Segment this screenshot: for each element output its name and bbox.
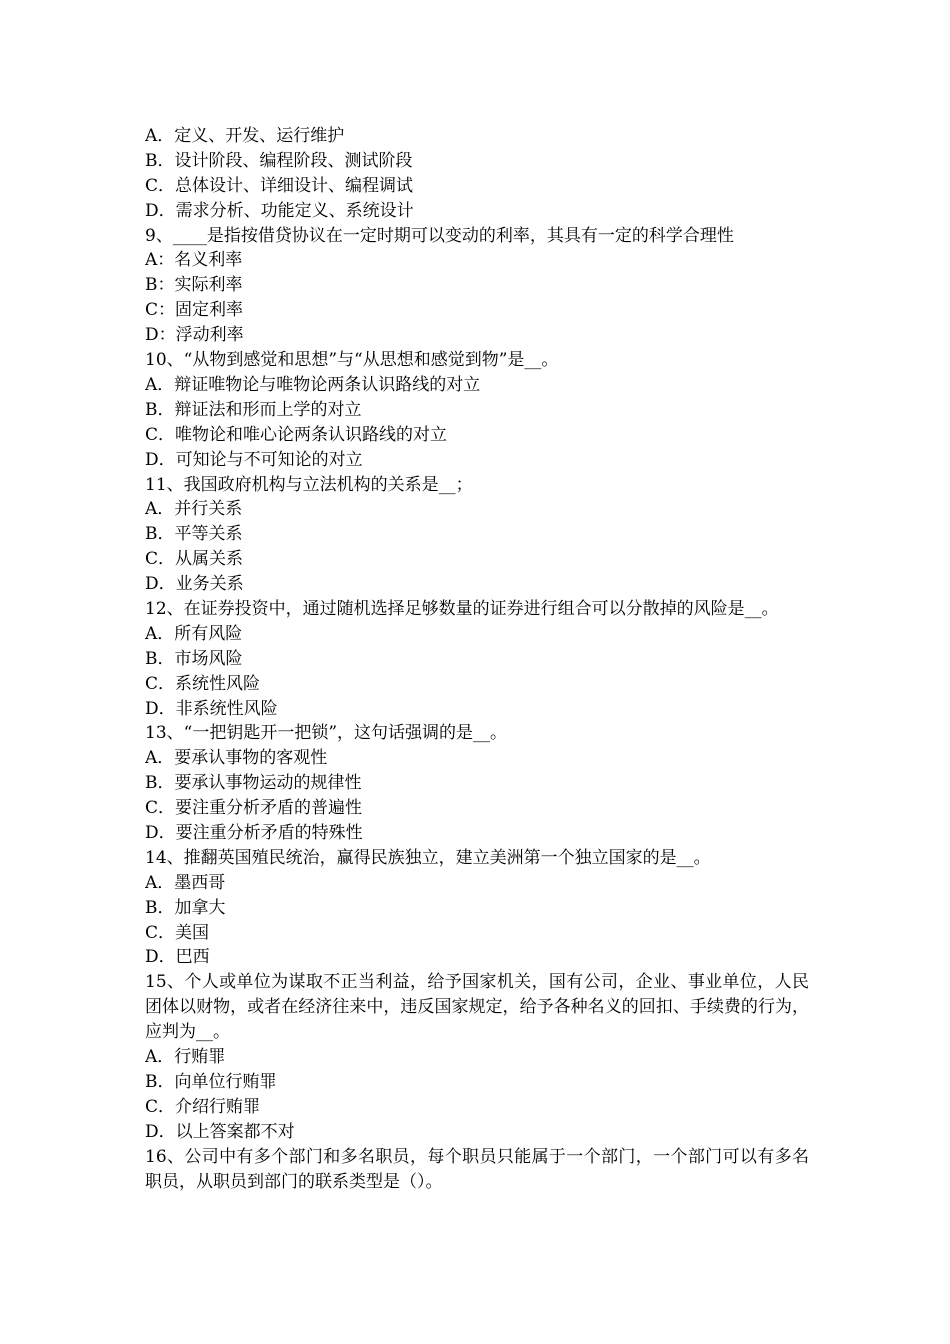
option-text: A．定义、开发、运行维护: [145, 126, 345, 146]
question-9: 9、____是指按借贷协议在一定时期可以变动的利率，其具有一定的科学合理性: [145, 225, 734, 246]
question-16: 16、公司中有多个部门和多名职员，每个职员只能属于一个部门，一个部门可以有多名职员，从职员到部门的联系类型是（）。: [145, 1146, 809, 1192]
option-text: A．行贿罪: [145, 1047, 226, 1068]
option-text: D．巴西: [145, 947, 210, 968]
option-text: C．唯物论和唯心论两条认识路线的对立: [145, 424, 448, 445]
option-text: B．辩证法和形而上学的对立: [145, 399, 362, 420]
option-text: C．美国: [145, 922, 210, 943]
option-text: D：浮动利率: [145, 325, 244, 346]
option-text: B：实际利率: [145, 275, 243, 296]
option-text: D．非系统性风险: [145, 698, 278, 719]
option-text: A．所有风险: [145, 623, 243, 644]
option-text: B．设计阶段、编程阶段、测试阶段: [145, 150, 413, 171]
question-14: 14、推翻英国殖民统治，赢得民族独立，建立美洲第一个独立国家的是__。: [145, 847, 711, 868]
option-text: B．加拿大: [145, 897, 226, 918]
option-text: B．平等关系: [145, 524, 243, 545]
option-text: A：名义利率: [145, 250, 243, 271]
option-text: D．业务关系: [145, 574, 244, 595]
option-text: D．以上答案都不对: [145, 1121, 295, 1142]
option-text: D．需求分析、功能定义、系统设计: [145, 200, 414, 221]
option-text: A．辩证唯物论与唯物论两条认识路线的对立: [145, 374, 481, 395]
option-text: B．向单位行贿罪: [145, 1071, 277, 1092]
question-10: 10、“从物到感觉和思想”与“从思想和感觉到物”是__。: [145, 350, 559, 371]
option-text: D．可知论与不可知论的对立: [145, 449, 363, 470]
question-13: 13、“一把钥匙开一把锁”，这句话强调的是__。: [145, 723, 508, 744]
option-text: A．并行关系: [145, 499, 243, 520]
option-text: C．系统性风险: [145, 673, 261, 694]
option-text: B．要承认事物运动的规律性: [145, 773, 362, 794]
option-text: D．要注重分析矛盾的特殊性: [145, 823, 363, 844]
option-text: C．介绍行贿罪: [145, 1096, 261, 1117]
option-text: C．要注重分析矛盾的普遍性: [145, 798, 363, 819]
option-text: C．总体设计、详细设计、编程调试: [145, 175, 414, 196]
document-body: [145, 124, 809, 1194]
option-text: C：固定利率: [145, 300, 244, 321]
option-text: C．从属关系: [145, 549, 244, 570]
option-text: A．墨西哥: [145, 872, 226, 893]
question-12: 12、在证券投资中，通过随机选择足够数量的证券进行组合可以分散掉的风险是__。: [145, 598, 779, 619]
question-15: 15、个人或单位为谋取不正当利益，给予国家机关，国有公司，企业、事业单位，人民团体以财物，或者在经济往来中，违反国家规定，给予各种名义的回扣、手续费的行为，应判为__。: [145, 972, 809, 1043]
question-11: 11、我国政府机构与立法机构的关系是__；: [145, 474, 473, 495]
option-text: B．市场风险: [145, 648, 243, 669]
option-text: A．要承认事物的客观性: [145, 748, 328, 769]
